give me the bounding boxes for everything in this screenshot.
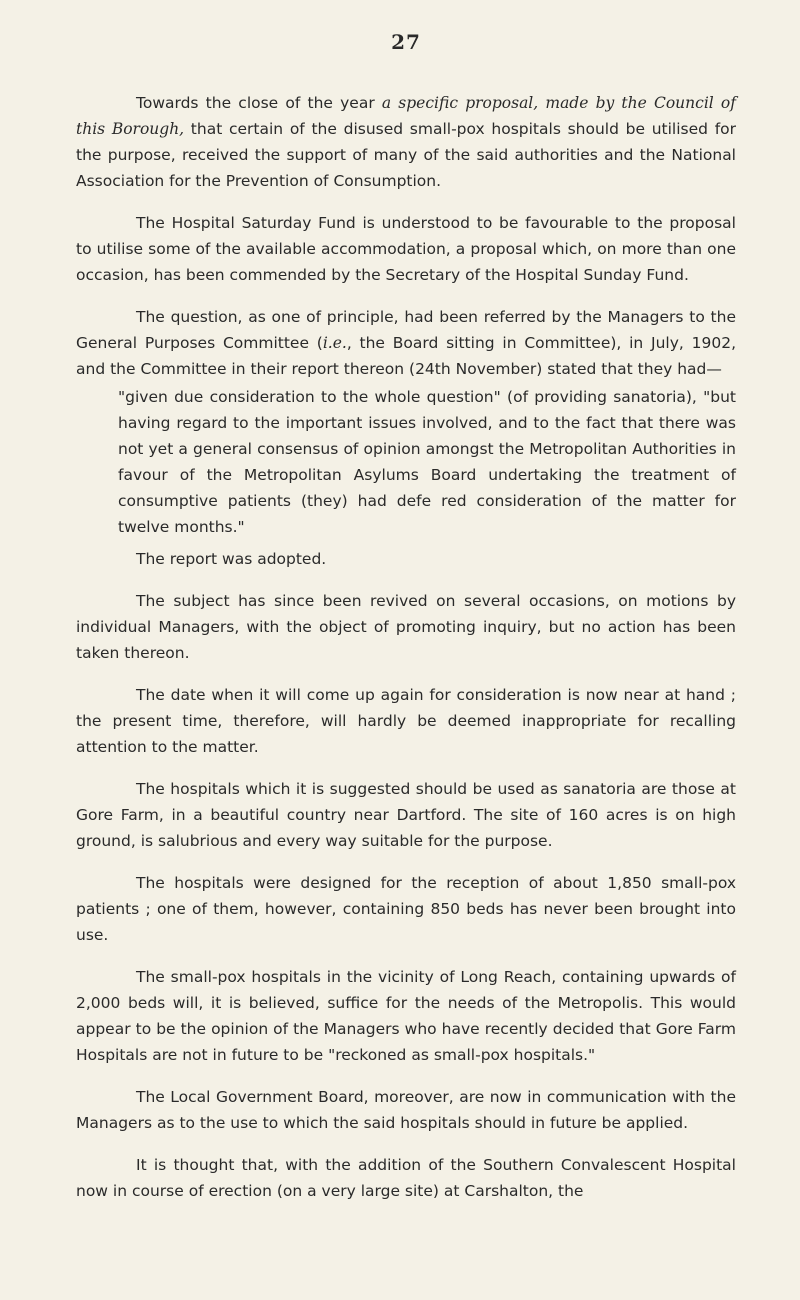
paragraph-saturday-fund: The Hospital Saturday Fund is understood to be favourable to the proposal to utilise some of the available accommodation, a proposal which, on more than one occasion, has been commended by the Secretary of the Hospital Sunday Fund. bbox=[76, 214, 736, 284]
paragraph-local-government: The Local Government Board, moreover, are now in communication with the Managers as to the use to which the said hospitals should in future be applied. bbox=[76, 1088, 736, 1132]
paragraph-date: The date when it will come up again for consideration is now near at hand ; the present time, therefore, will hardly be deemed inappropriate for recalling attention to the matter. bbox=[76, 686, 736, 756]
paragraph-proposal-italic: a specific proposal, made by the Council of this Borough, bbox=[76, 94, 736, 138]
block-quote: "given due consideration to the whole question" (of providing sanatoria), "but having regard to the important issues involved, and to the fact that there was not yet a general consensus of opinion amongst the Metropolitan Authorities in favour of the Metropolitan Asylums Board undertaking the treatment of consumptive patients (they) had defe red consideration of the matter for twelve months." bbox=[118, 388, 736, 536]
paragraph-report-adopted: The report was adopted. bbox=[136, 550, 327, 568]
paragraph-proposal-rest: that certain of the disused small-pox hospitals should be utilised for the purpose, received the support of many of the said authorities and the National Association for the Prevention of Consumption. bbox=[76, 120, 737, 190]
paragraph-long-reach: The small-pox hospitals in the vicinity of Long Reach, containing upwards of 2,000 beds will, it is believed, suffice for the needs of the Metropolis. This would appear to be the opinion of the Managers who have recently decided that Gore Farm Hospitals are not in future to be "reckoned as small-pox hospitals." bbox=[76, 968, 736, 1064]
paragraph-revived: The subject has since been revived on several occasions, on motions by individual Managers, with the object of promoting inquiry, but no action has been taken thereon. bbox=[76, 592, 736, 662]
paragraph-question-rest: , the Board sitting in Committee), in July, 1902, and the Committee in their report thereon (24th November) stated that they had— bbox=[76, 334, 736, 378]
page-number: 27 bbox=[391, 30, 421, 54]
paragraph-question-lead: The question, as one of principle, had been referred by the Managers to the General Purposes Committee ( bbox=[76, 308, 736, 352]
paragraph-proposal bbox=[76, 90, 736, 194]
paragraph-carshalton: It is thought that, with the addition of the Southern Convalescent Hospital now in course of erection (on a very large site) at Carshalton, the bbox=[76, 1156, 736, 1200]
paragraph-design: The hospitals were designed for the reception of about 1,850 small-pox patients ; one of them, however, containing 850 beds has never been brought into use. bbox=[76, 874, 736, 944]
paragraph-question-italic: i.e. bbox=[322, 334, 347, 352]
paragraph-question bbox=[76, 304, 736, 382]
paragraph-proposal-lead: Towards the close of the year bbox=[136, 94, 382, 112]
paragraph-gore-farm: The hospitals which it is suggested should be used as sanatoria are those at Gore Farm, in a beautiful country near Dartford. The site of 160 acres is on high ground, is salubrious and every way suitable for the purpose. bbox=[76, 780, 736, 850]
